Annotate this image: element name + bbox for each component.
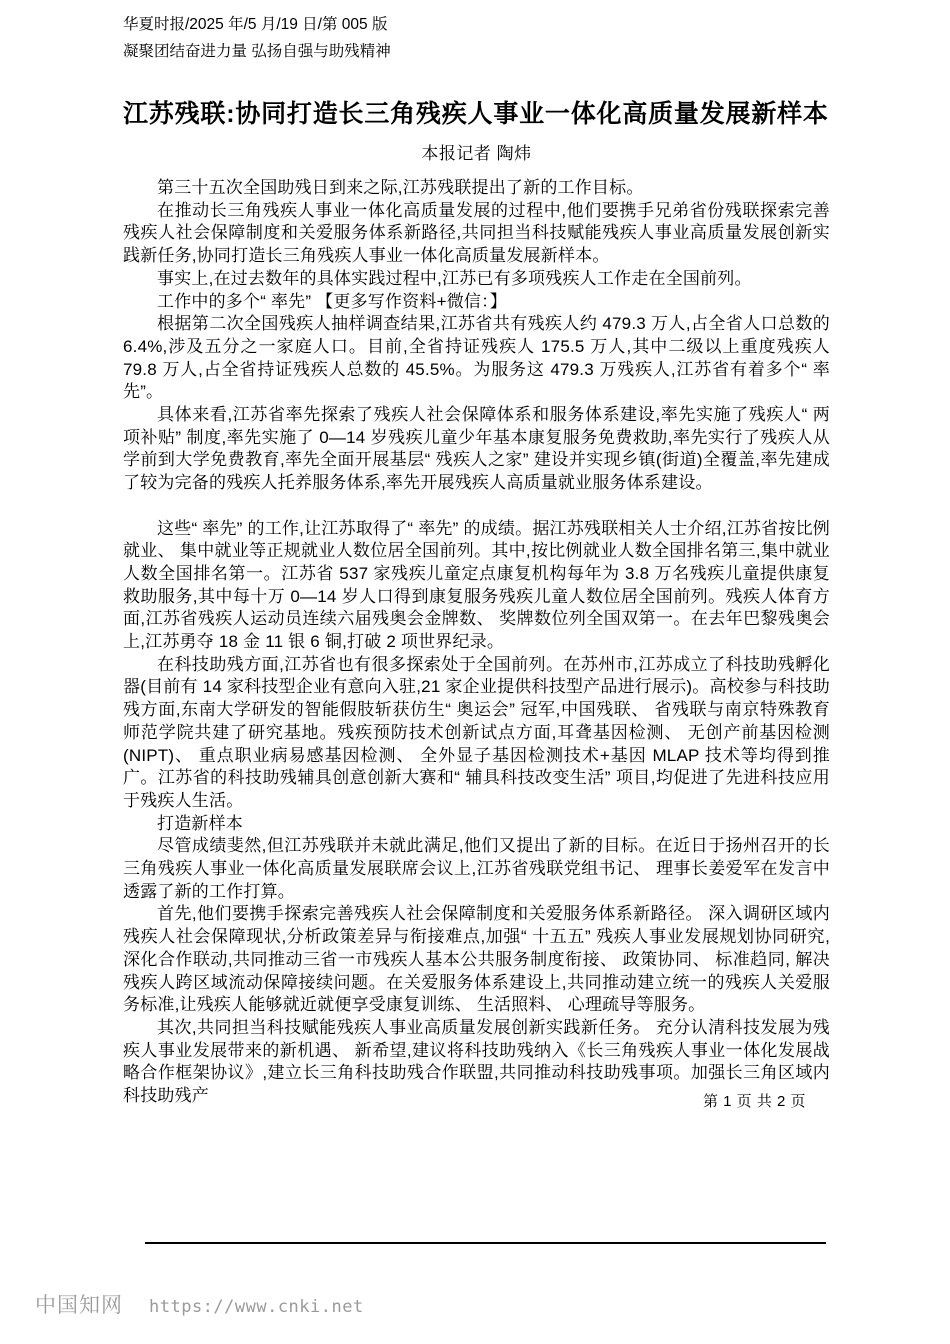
cnki-url: https://www.cnki.net <box>149 1297 364 1317</box>
cnki-watermark <box>35 1289 364 1319</box>
article-byline: 本报记者 陶炜 <box>421 144 532 163</box>
cnki-brand-logo: 中国知网 <box>35 1293 123 1317</box>
paragraph: 在科技助残方面,江苏省也有很多探索处于全国前列。在苏州市,江苏成立了科技助残孵化器(目前有 14 家科技型企业有意向入驻,21 家企业提供科技型产品进行展示)。高校参与科技助残方面,东南大学研发的智能假肢斩获仿生“ 奥运会” 冠军,中国残联、 省残联与南京特殊教育师范学院共建了研究基地。残疾预防技术创新试点方面,耳聋基因检测、 无创产前基因检测(NIPT)、 重点职业病易感基因检测、 全外显子基因检测技术+基因 MLAP 技术等均得到推广。江苏省的科技助残辅具创意创新大赛和“ 辅具科技改变生活” 项目,均促进了先进科技应用于残疾人生活。 <box>123 654 830 810</box>
paragraph: 具体来看,江苏省率先探索了残疾人社会保障体系和服务体系建设,率先实施了残疾人“ 两项补贴” 制度,率先实施了 0—14 岁残疾儿童少年基本康复服务免费救助,率先实行了残疾人从学前到大学免费教育,率先全面开展基层“ 残疾人之家” 建设并实现乡镇(街道)全覆盖,率先建成了较为完备的残疾人托养服务体系,率先开展残疾人高质量就业服务体系建设。 <box>123 405 830 493</box>
paragraph: 在推动长三角残疾人事业一体化高质量发展的过程中,他们要携手兄弟省份残联探索完善残疾人社会保障制度和关爱服务体系新路径,共同担当科技赋能残疾人事业高质量发展创新实践新任务,协同打造长三角残疾人事业一体化高质量发展新样本。 <box>123 200 830 266</box>
article-title: 江苏残联:协同打造长三角残疾人事业一体化高质量发展新样本 <box>123 99 829 128</box>
page-indicator: 第 1 页 共 2 页 <box>702 1093 806 1110</box>
edition-slogan-line: 凝聚团结奋进力量 弘扬自强与助残精神 <box>123 43 391 60</box>
paragraph: 尽管成绩斐然,但江苏残联并未就此满足,他们又提出了新的目标。在近日于扬州召开的长三角残疾人事业一体化高质量发展联席会议上,江苏省残联党组书记、 理事长姜爱军在发言中透露了新的工作打算。 <box>123 836 830 901</box>
paragraph: 其次,共同担当科技赋能残疾人事业高质量发展创新实践新任务。 充分认清科技发展为残疾人事业发展带来的新机遇、 新希望,建议将科技助残纳入《长三角残疾人事业一体化发展战略合作框架协议》,建立长三角科技助残合作联盟,共同推动科技助残事项。加强长三角区域内科技助残产 <box>123 1018 830 1106</box>
paragraph: 根据第二次全国残疾人抽样调查结果,江苏省共有残疾人约 479.3 万人,占全省人口总数的 6.4%,涉及五分之一家庭人口。目前,全省持证残疾人 175.5 万人,其中二级以上重度残疾人 79.8 万人,占全省持证残疾人总数的 45.5%。为服务这 479.3 万残疾人,江苏省有着多个“ 率先”。 <box>123 314 830 402</box>
paragraph: 第三十五次全国助残日到来之际,江苏残联提出了新的工作目标。 <box>157 178 644 197</box>
paragraph: 打造新样本 <box>157 813 243 833</box>
paragraph: 首先,他们要携手探索完善残疾人社会保障制度和关爱服务体系新路径。 深入调研区域内残疾人社会保障现状,分析政策差异与衔接难点,加强“ 十五五” 残疾人事业发展规划协同研究,深化合作联动,共同推动三省一市残疾人基本公共服务制度衔接、 政策协同、 标准趋同, 解决残疾人跨区域流动保障接续问题。在关爱服务体系建设上,共同推动建立统一的残疾人关爱服务标准,让残疾人能够就近就便享受康复训练、 生活照料、 心理疏导等服务。 <box>123 904 830 1015</box>
document-header <box>123 11 830 65</box>
source-edition-line: 华夏时报/2025 年/5 月/19 日/第 005 版 <box>123 16 388 33</box>
paragraph: 工作中的多个“ 率先” 【更多写作资料+微信：】 <box>157 291 507 311</box>
article-body <box>123 177 830 1108</box>
paragraph: 事实上,在过去数年的具体实践过程中,江苏已有多项残疾人工作走在全国前列。 <box>157 268 752 288</box>
footer-divider-line <box>145 1242 826 1244</box>
paragraph: 这些“ 率先” 的工作,让江苏取得了“ 率先” 的成绩。据江苏残联相关人士介绍,江苏省按比例就业、 集中就业等正规就业人数位居全国前列。其中,按比例就业人数全国排名第三,集中就业人数全国排名第一。江苏省 537 家残疾儿童定点康复机构每年为 3.8 万名残疾儿童提供康复救助服务,其中每十万 0—14 岁人口得到康复服务残疾儿童人数位居全国前列。残疾人体育方面,江苏省残疾人运动员连续六届残奥会金牌数、 奖牌数位列全国双第一。在去年巴黎残奥会上,江苏勇夺 18 金 11 银 6 铜,打破 2 项世界纪录。 <box>123 518 830 652</box>
